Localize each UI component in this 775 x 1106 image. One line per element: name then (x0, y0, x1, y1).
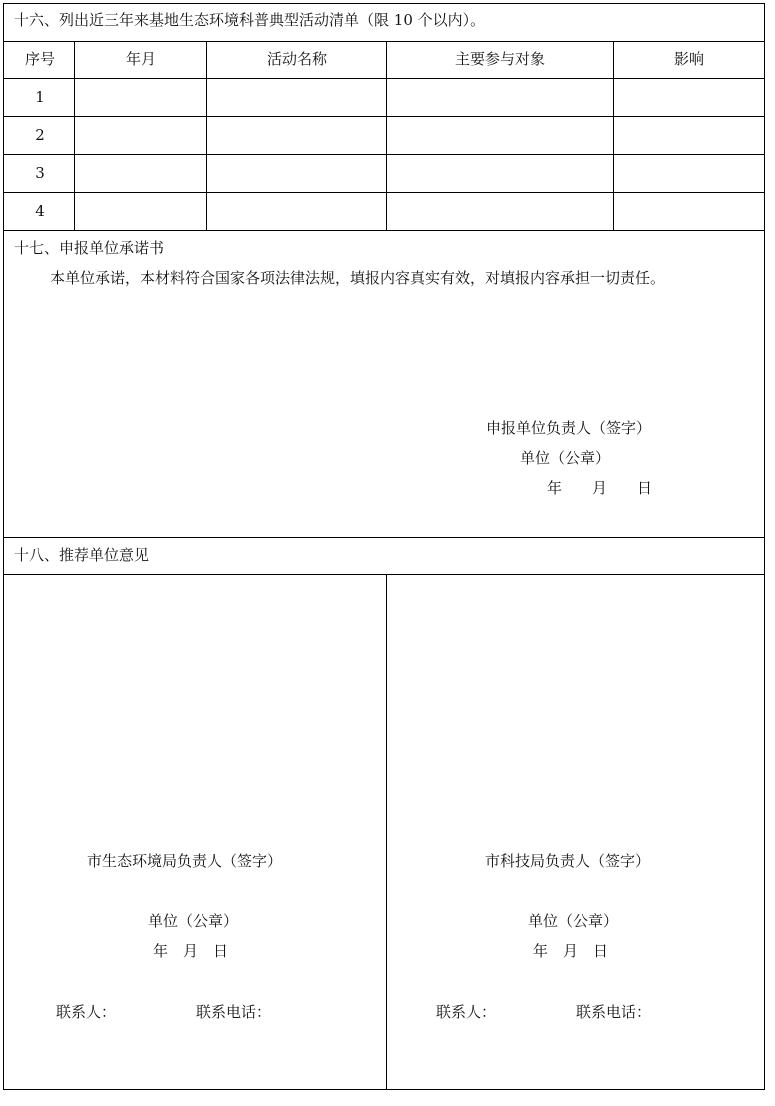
env-bureau-date-label: 年 月 日 (153, 942, 229, 960)
header-activity-name: 活动名称 (266, 50, 328, 68)
header-serial: 序号 (24, 50, 56, 68)
env-bureau-signer-label: 市生态环境局负责人（签字） (87, 852, 283, 870)
column-divider (206, 41, 207, 230)
tech-bureau-date-label: 年 月 日 (533, 942, 609, 960)
divider (3, 192, 765, 193)
divider (3, 154, 765, 155)
tech-bureau-signer-label: 市科技局负责人（签字） (485, 852, 651, 870)
column-divider (386, 41, 387, 230)
row-number: 3 (35, 164, 45, 182)
tech-bureau-contact-label: 联系人： (436, 1003, 497, 1021)
applicant-seal-label: 单位（公章） (520, 449, 611, 467)
divider (3, 116, 765, 117)
env-bureau-contact-label: 联系人： (56, 1003, 117, 1021)
divider (3, 574, 765, 575)
divider (3, 41, 765, 42)
column-divider (74, 41, 75, 230)
tech-bureau-phone-label: 联系电话： (576, 1003, 652, 1021)
divider (3, 78, 765, 79)
header-date: 年月 (125, 50, 157, 68)
column-divider (613, 41, 614, 230)
section16-title: 十六、列出近三年来基地生态环境科普典型活动清单（限 10 个以内）。 (14, 11, 486, 29)
section17-title: 十七、申报单位承诺书 (14, 239, 165, 257)
env-bureau-seal-label: 单位（公章） (148, 912, 239, 930)
row-number: 4 (35, 202, 45, 220)
applicant-signer-label: 申报单位负责人（签字） (486, 419, 652, 437)
tech-bureau-seal-label: 单位（公章） (528, 912, 619, 930)
section18-title: 十八、推荐单位意见 (14, 546, 150, 564)
row-number: 2 (35, 126, 45, 144)
column-divider (386, 574, 387, 1089)
divider (3, 537, 765, 538)
env-bureau-phone-label: 联系电话： (196, 1003, 272, 1021)
pledge-text: 本单位承诺，本材料符合国家各项法律法规，填报内容真实有效，对填报内容承担一切责任。 (50, 269, 666, 287)
row-number: 1 (35, 88, 45, 106)
applicant-date-label: 年 月 日 (547, 479, 653, 497)
header-impact: 影响 (673, 50, 705, 68)
divider (3, 230, 765, 231)
header-participants: 主要参与对象 (454, 50, 546, 68)
